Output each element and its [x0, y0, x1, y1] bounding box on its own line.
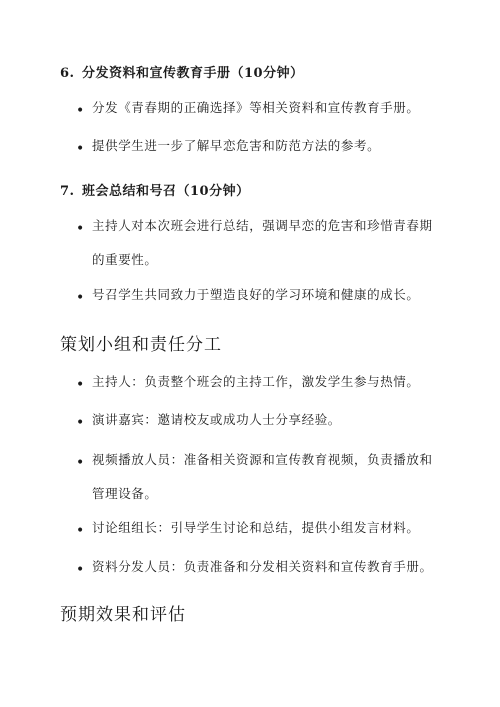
list-item: 提供学生进一步了解早恋危害和防范方法的参考。: [92, 138, 381, 153]
list-item: 号召学生共同致力于塑造良好的学习环境和健康的成长。: [92, 287, 420, 302]
bullet-icon: •: [76, 523, 85, 539]
bullet-icon: •: [76, 455, 85, 471]
section-heading-6: [60, 62, 304, 81]
list-item: 视频播放人员：准备相关资源和宣传教育视频，负责播放和管理设备。: [92, 452, 433, 501]
bullet-icon: •: [76, 415, 85, 431]
bullet-icon: •: [76, 103, 85, 119]
section-title: 分发资料和宣传教育手册（10分钟）: [82, 66, 304, 81]
section-heading-planning-group: 策划小组和责任分工: [60, 335, 222, 355]
list-item: 分发《青春期的正确选择》等相关资料和宣传教育手册。: [92, 100, 420, 115]
section-heading-expected-results: 预期效果和评估: [60, 605, 186, 625]
section-heading-7: [60, 180, 250, 199]
section-title: 班会总结和号召（10分钟）: [82, 184, 250, 199]
bullet-icon: •: [76, 141, 85, 157]
bullet-icon: •: [76, 290, 85, 306]
list-item: 主持人：负责整个班会的主持工作，激发学生参与热情。: [92, 374, 420, 389]
list-item: 讨论组组长：引导学生讨论和总结，提供小组发言材料。: [92, 520, 420, 535]
section-number: 7.: [60, 184, 75, 199]
bullet-icon: •: [76, 377, 85, 393]
bullet-icon: •: [76, 221, 85, 237]
list-item: 资料分发人员：负责准备和分发相关资料和宣传教育手册。: [92, 559, 433, 574]
section-number: 6.: [60, 66, 75, 81]
list-item: 主持人对本次班会进行总结，强调早恋的危害和珍惜青春期的重要性。: [92, 218, 433, 267]
bullet-icon: •: [76, 562, 85, 578]
list-item: 演讲嘉宾：邀请校友或成功人士分享经验。: [92, 412, 341, 427]
